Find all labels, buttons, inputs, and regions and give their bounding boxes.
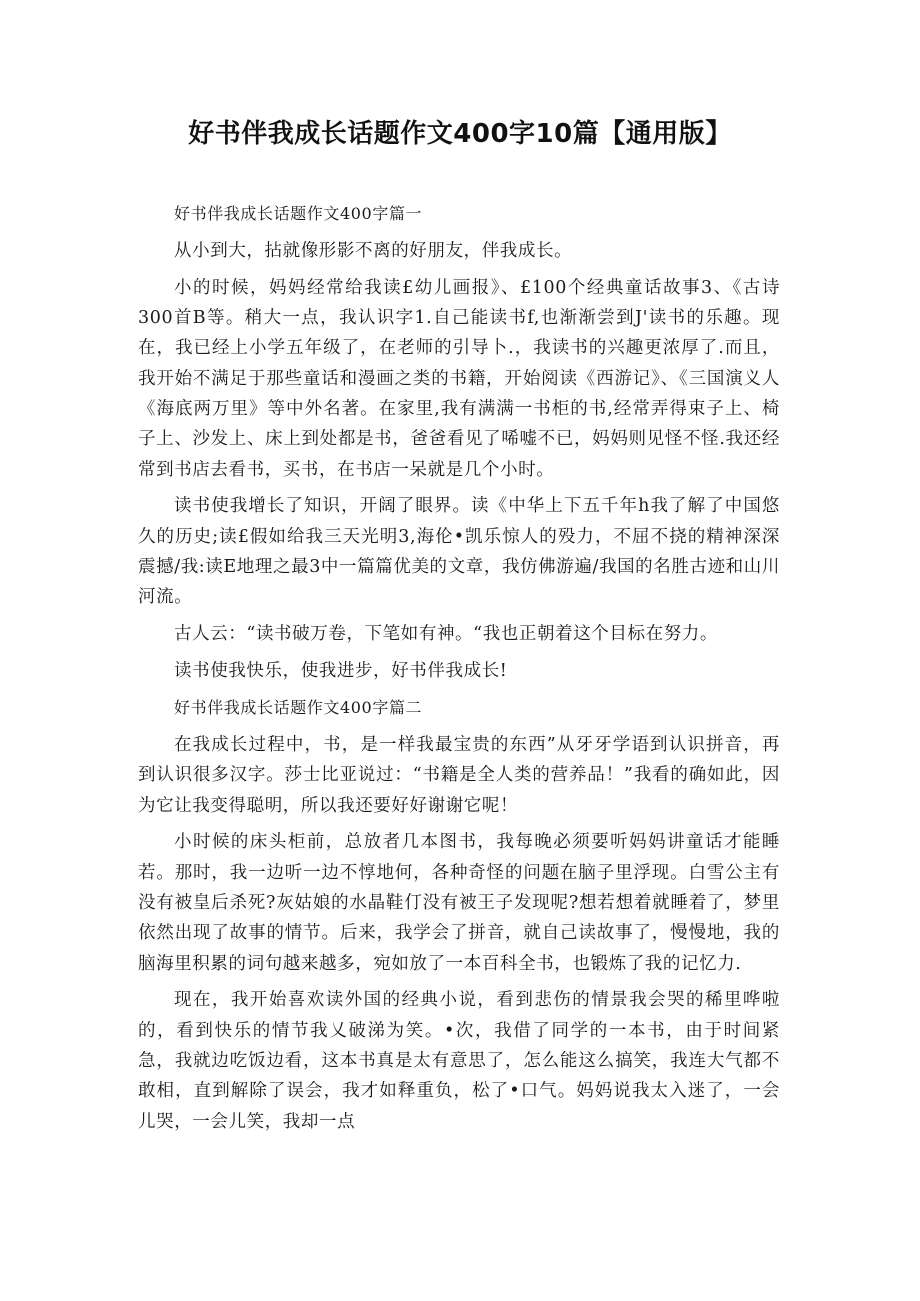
document-title: 好书伴我成长话题作文400字10篇【通用版】 (188, 119, 732, 149)
paragraph: 读书使我快乐，使我进步，好书伴我成长! (174, 661, 508, 682)
section-heading-1: 好书伴我成长话题作文400字篇一 (174, 204, 423, 223)
section-heading-2: 好书伴我成长话题作文400字篇二 (174, 698, 423, 718)
paragraph: 读书使我增长了知识，开阔了眼界。读《中华上下五千年h我了解了中国悠久的历史;读£假如给我三天光明3,海伦•凯乐惊人的殁力，不屈不挠的精神深深震撼/我:读E地理之最3中一篇篇优美的文章，我仿佛游遍/我国的名胜古迹和山川河流。 (138, 496, 780, 608)
paragraph: 古人云：“读书破万卷，下笔如有神。“我也正朝着这个目标在努力。 (174, 624, 718, 645)
paragraph: 现在，我开始喜欢读外国的经典小说，看到悲伤的情景我会哭的稀里哗啦的，看到快乐的情节我乂破涕为笑。•次，我借了同学的一本书，由于时间紧急，我就边吃饭边看，这本书真是太有意思了，怎么能这么搞笑，我连大气都不敢相，直到解除了误会，我才如释重负，松了•口气。妈妈说我太入迷了，一会儿哭，一会儿笑，我却一点 (138, 990, 780, 1132)
paragraph: 在我成长过程中，书，是一样我最宝贵的东西”从牙牙学语到认识拼音，再到认识很多汉字。莎士比亚说过：“书籍是全人类的营养品！”我看的确如此，因为它让我变得聪明，所以我还要好好谢谢它呢！ (138, 734, 780, 816)
paragraph: 小的时候，妈妈经常给我读£幼儿画报》、£100个经典童话故事3、《古诗300首B等。稍大一点，我认识字1.自己能读书f,也渐渐尝到J'读书的乐趣。现在，我已经上小学五年级了，在老师的引导卜.，我读书的兴趣更浓厚了.而且，我开始不满足于那些童话和漫画之类的书籍，开始阅读《西游记》、《三国演义人《海底两万里》等中外名著。在家里,我有满满一书柜的书,经常弄得束子上、椅子上、沙发上、床上到处都是书，爸爸看见了唏嘘不已，妈妈则见怪不怪.我还经常到书店去看书，买书，在书店一呆就是几个小时。 (138, 277, 780, 480)
document-body (138, 199, 780, 1144)
paragraph: 小时候的床头柜前，总放者几本图书，我每晚必须要听妈妈讲童话才能睡若。那时，我一边听一边不惇地何，各种奇怪的问题在脑子里浮现。白雪公主有没有被皇后杀死?灰姑娘的水晶鞋仃没有被王子发现呢?想若想着就睡着了，梦里依然出现了故事的情节。后来，我学会了拼音，就自己读故事了，慢慢地，我的脑海里积累的词句越来越多，宛如放了一本百科全书，也锻炼了我的记忆力. (138, 832, 780, 974)
paragraph: 从小到大，拈就像形影不离的好朋友，伴我成长。 (174, 240, 573, 261)
